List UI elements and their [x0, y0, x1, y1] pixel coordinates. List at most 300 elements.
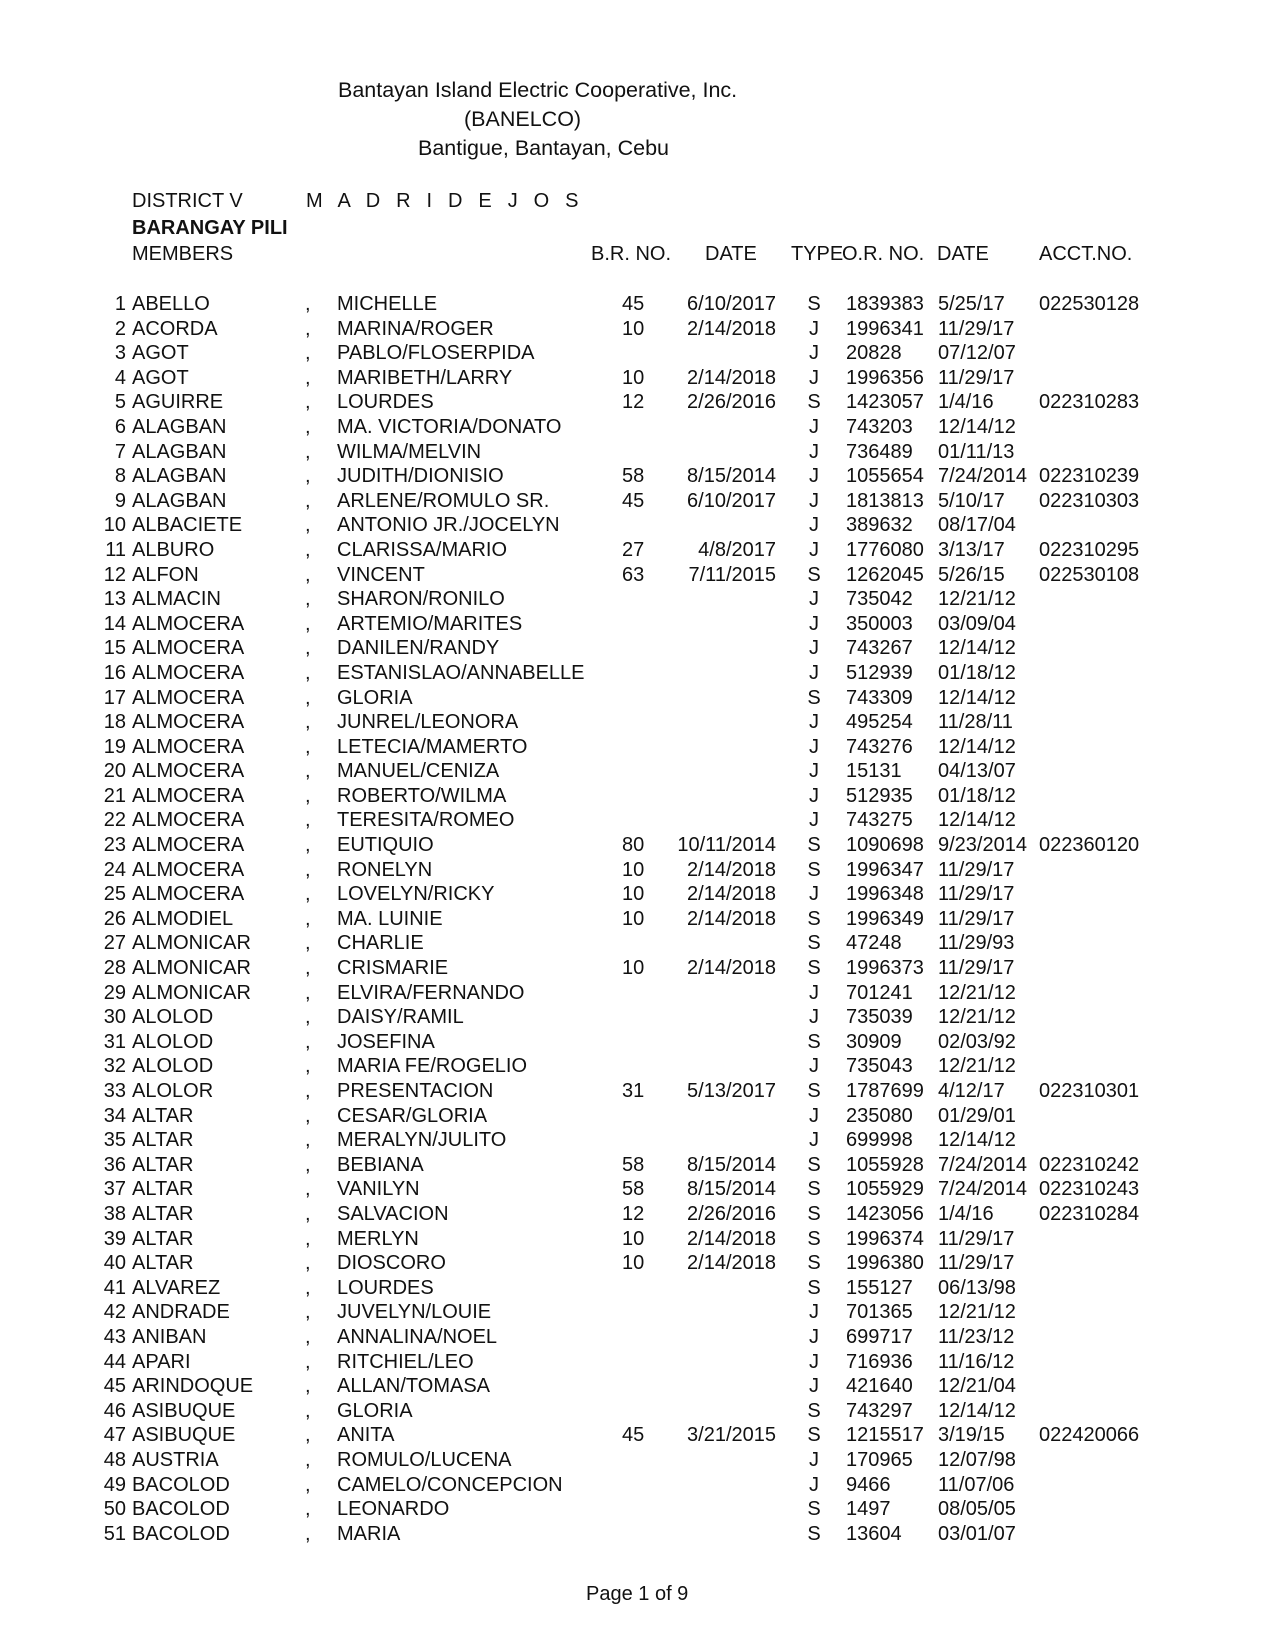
or-no: 512939 [846, 661, 913, 684]
acct-no: 022310301 [1039, 1080, 1140, 1102]
or-no: 1787699 [846, 1080, 924, 1102]
or-date: 12/14/12 [938, 686, 1016, 709]
last-name: ALAGBAN [132, 440, 227, 463]
row-number: 51 [103, 1522, 126, 1545]
last-name: ALMOCERA [132, 858, 245, 881]
last-name: ALVAREZ [132, 1276, 221, 1299]
acct-no: 022530128 [1039, 293, 1140, 315]
or-date: 11/29/93 [938, 932, 1015, 955]
table-row [0, 907, 1275, 932]
name-separator: , [305, 391, 311, 414]
name-separator: , [305, 1448, 311, 1471]
name-separator: , [305, 883, 311, 906]
last-name: ALMOCERA [132, 637, 245, 660]
table-row [0, 882, 1275, 907]
or-date: 01/29/01 [938, 1104, 1016, 1127]
or-date: 01/18/12 [938, 661, 1016, 684]
name-separator: , [305, 1522, 311, 1545]
row-number: 30 [103, 1006, 126, 1029]
name-separator: , [305, 809, 311, 832]
first-name: JUNREL/LEONORA [337, 711, 519, 734]
member-type: J [809, 784, 819, 807]
or-no: 1423057 [846, 391, 924, 414]
last-name: ANDRADE [132, 1301, 230, 1324]
first-name: CLARISSA/MARIO [337, 538, 508, 561]
member-type: J [809, 489, 819, 512]
name-separator: , [305, 858, 311, 881]
br-no: 58 [622, 465, 645, 488]
row-number: 28 [103, 957, 126, 980]
first-name: MARIA [337, 1522, 401, 1545]
or-no: 1996373 [846, 957, 924, 980]
or-date: 11/29/17 [938, 1252, 1015, 1275]
member-type: J [809, 1350, 819, 1373]
br-no: 10 [622, 1252, 645, 1275]
table-row [0, 759, 1275, 784]
member-type: J [809, 1325, 819, 1348]
last-name: ALMOCERA [132, 686, 245, 709]
row-number: 43 [103, 1325, 126, 1348]
row-number: 26 [103, 907, 126, 930]
member-type: S [807, 1202, 821, 1225]
row-number: 36 [103, 1153, 126, 1176]
last-name: ALMONICAR [132, 957, 251, 980]
or-date: 3/19/15 [938, 1424, 1005, 1447]
br-date: 10/11/2014 [677, 834, 776, 857]
or-date: 9/23/2014 [938, 834, 1027, 857]
or-date: 06/13/98 [938, 1276, 1016, 1299]
last-name: AGOT [132, 342, 189, 365]
br-date: 2/14/2018 [687, 957, 776, 980]
member-type: S [807, 1252, 821, 1275]
or-no: 47248 [846, 932, 902, 955]
or-no: 389632 [846, 514, 913, 537]
or-no: 1497 [846, 1498, 891, 1521]
table-row [0, 1128, 1275, 1153]
name-separator: , [305, 342, 311, 365]
or-no: 735042 [846, 588, 913, 611]
member-type: J [809, 1375, 819, 1398]
name-separator: , [305, 1080, 311, 1102]
row-number: 7 [114, 440, 126, 463]
last-name: BACOLOD [132, 1498, 230, 1521]
first-name: BEBIANA [337, 1153, 424, 1176]
first-name: DIOSCORO [337, 1252, 446, 1275]
or-no: 1090698 [846, 834, 924, 857]
member-type: S [807, 391, 821, 414]
or-no: 1055929 [846, 1178, 924, 1201]
table-row [0, 1276, 1275, 1301]
br-date: 8/15/2014 [687, 1153, 776, 1176]
member-type: J [809, 1301, 819, 1324]
row-number: 22 [103, 809, 126, 832]
name-separator: , [305, 588, 311, 611]
row-number: 3 [114, 342, 126, 365]
br-date: 2/14/2018 [687, 858, 776, 881]
first-name: ESTANISLAO/ANNABELLE [337, 661, 585, 684]
name-separator: , [305, 637, 311, 660]
table-row [0, 1153, 1275, 1178]
br-no: 10 [622, 317, 645, 340]
table-row [0, 587, 1275, 612]
table-row [0, 1300, 1275, 1325]
last-name: ASIBUQUE [132, 1399, 236, 1422]
row-number: 2 [114, 317, 126, 340]
name-separator: , [305, 465, 311, 488]
row-number: 10 [103, 514, 126, 537]
name-separator: , [305, 981, 311, 1004]
or-date: 12/14/12 [938, 415, 1016, 438]
member-type: S [807, 1424, 821, 1447]
last-name: ALAGBAN [132, 415, 227, 438]
member-type: S [807, 1276, 821, 1299]
last-name: ALMOCERA [132, 883, 245, 906]
first-name: MERLYN [337, 1227, 419, 1250]
table-row [0, 390, 1275, 415]
table-row [0, 1104, 1275, 1129]
name-separator: , [305, 686, 311, 709]
first-name: RONELYN [337, 858, 433, 881]
or-no: 1813813 [846, 489, 924, 512]
district-label: DISTRICT V [132, 190, 243, 212]
row-number: 24 [103, 858, 126, 881]
table-row [0, 317, 1275, 342]
or-no: 736489 [846, 440, 913, 463]
first-name: VINCENT [337, 563, 425, 586]
last-name: ALOLOD [132, 1055, 214, 1078]
first-name: ALLAN/TOMASA [337, 1375, 491, 1398]
or-no: 716936 [846, 1350, 913, 1373]
or-date: 11/29/17 [938, 907, 1015, 930]
town-label: M A D R I D E J O S [306, 190, 584, 212]
member-type: S [807, 858, 821, 881]
row-number: 37 [103, 1178, 126, 1201]
table-row [0, 1227, 1275, 1252]
first-name: LOVELYN/RICKY [337, 883, 495, 906]
first-name: ARLENE/ROMULO SR. [337, 489, 550, 512]
br-no: 45 [622, 1424, 645, 1447]
br-date: 6/10/2017 [687, 489, 776, 512]
acct-no: 022310243 [1039, 1178, 1140, 1201]
or-date: 11/29/17 [938, 858, 1015, 881]
last-name: BACOLOD [132, 1522, 230, 1545]
acct-no: 022310283 [1039, 391, 1140, 414]
member-type: S [807, 907, 821, 930]
or-date: 12/21/04 [938, 1375, 1016, 1398]
or-date: 12/21/12 [938, 1301, 1016, 1324]
acct-no: 022310303 [1039, 489, 1140, 512]
br-date: 5/13/2017 [687, 1080, 776, 1102]
member-type: S [807, 957, 821, 980]
table-row [0, 1251, 1275, 1276]
or-no: 170965 [846, 1448, 913, 1471]
br-no: 12 [622, 391, 645, 414]
cooperative-name: Bantayan Island Electric Cooperative, Inc. [338, 78, 738, 102]
row-number: 33 [103, 1080, 126, 1102]
first-name: MARIBETH/LARRY [337, 366, 513, 389]
last-name: ALMOCERA [132, 760, 245, 783]
name-separator: , [305, 1153, 311, 1176]
row-number: 15 [103, 637, 126, 660]
br-no: 27 [622, 538, 645, 561]
member-list [0, 292, 1275, 1546]
first-name: MA. LUINIE [337, 907, 443, 930]
last-name: ALMOCERA [132, 784, 245, 807]
name-separator: , [305, 1399, 311, 1422]
last-name: BACOLOD [132, 1473, 230, 1496]
table-row [0, 1350, 1275, 1375]
member-type: J [809, 366, 819, 389]
member-type: J [809, 809, 819, 832]
or-no: 743297 [846, 1399, 913, 1422]
br-no-column-header: B.R. NO. [591, 243, 672, 265]
last-name: APARI [132, 1350, 191, 1373]
row-number: 32 [103, 1055, 126, 1078]
last-name: ARINDOQUE [132, 1375, 254, 1398]
or-no: 701241 [846, 981, 913, 1004]
row-number: 38 [103, 1202, 126, 1225]
br-date: 2/14/2018 [687, 907, 776, 930]
member-type: J [809, 883, 819, 906]
first-name: SALVACION [337, 1202, 449, 1225]
name-separator: , [305, 1301, 311, 1324]
name-separator: , [305, 612, 311, 635]
last-name: ALFON [132, 563, 199, 586]
table-row [0, 563, 1275, 588]
last-name: ALTAR [132, 1153, 194, 1176]
name-separator: , [305, 1498, 311, 1521]
table-row [0, 858, 1275, 883]
or-date: 12/21/12 [938, 1006, 1016, 1029]
br-date: 2/26/2016 [687, 391, 776, 414]
or-date: 02/03/92 [938, 1030, 1016, 1053]
table-row [0, 661, 1275, 686]
row-number: 4 [114, 366, 126, 389]
or-no: 421640 [846, 1375, 913, 1398]
member-type: S [807, 1030, 821, 1053]
row-number: 18 [103, 711, 126, 734]
row-number: 48 [103, 1448, 126, 1471]
member-type: S [807, 1399, 821, 1422]
br-no: 63 [622, 563, 645, 586]
first-name: DAISY/RAMIL [337, 1006, 464, 1029]
or-date: 01/18/12 [938, 784, 1016, 807]
row-number: 25 [103, 883, 126, 906]
member-type: J [809, 514, 819, 537]
cooperative-acronym: (BANELCO) [464, 107, 582, 131]
row-number: 42 [103, 1301, 126, 1324]
table-row [0, 1399, 1275, 1424]
or-no: 1055654 [846, 465, 924, 488]
table-row [0, 956, 1275, 981]
member-type: S [807, 293, 821, 315]
br-date: 7/11/2015 [688, 563, 776, 586]
last-name: ACORDA [132, 317, 218, 340]
row-number: 14 [103, 612, 126, 635]
or-no: 743203 [846, 415, 913, 438]
table-row [0, 931, 1275, 956]
br-no: 80 [622, 834, 645, 857]
first-name: LEONARDO [337, 1498, 450, 1521]
or-date: 11/07/06 [938, 1473, 1015, 1496]
or-date: 11/29/17 [938, 366, 1015, 389]
or-no: 743276 [846, 735, 913, 758]
last-name: ALMOCERA [132, 661, 245, 684]
name-separator: , [305, 1375, 311, 1398]
or-date: 03/01/07 [938, 1522, 1016, 1545]
row-number: 6 [114, 415, 126, 438]
or-date: 12/14/12 [938, 809, 1016, 832]
row-number: 20 [103, 760, 126, 783]
member-type: J [809, 612, 819, 635]
row-number: 39 [103, 1227, 126, 1250]
or-date: 5/25/17 [938, 293, 1005, 315]
member-type: J [809, 637, 819, 660]
member-type: S [807, 1080, 821, 1102]
last-name: ALAGBAN [132, 489, 227, 512]
members-column-header: MEMBERS [132, 243, 234, 265]
name-separator: , [305, 1030, 311, 1053]
or-no: 743309 [846, 686, 913, 709]
or-no: 495254 [846, 711, 913, 734]
or-no: 15131 [846, 760, 902, 783]
br-no: 10 [622, 1227, 645, 1250]
last-name: ALMACIN [132, 588, 221, 611]
member-type: S [807, 686, 821, 709]
row-number: 9 [114, 489, 126, 512]
or-no: 512935 [846, 784, 913, 807]
name-separator: , [305, 1129, 311, 1152]
first-name: CRISMARIE [337, 957, 449, 980]
last-name: AUSTRIA [132, 1448, 219, 1471]
last-name: ALOLOD [132, 1030, 214, 1053]
first-name: ANNALINA/NOEL [337, 1325, 498, 1348]
or-no: 1423056 [846, 1202, 924, 1225]
name-separator: , [305, 932, 311, 955]
first-name: WILMA/MELVIN [337, 440, 482, 463]
name-separator: , [305, 1202, 311, 1225]
cooperative-address: Bantigue, Bantayan, Cebu [418, 136, 670, 160]
or-no: 235080 [846, 1104, 913, 1127]
row-number: 47 [103, 1424, 126, 1447]
or-date: 7/24/2014 [938, 1178, 1027, 1201]
page-number: Page 1 of 9 [586, 1583, 689, 1605]
first-name: MERALYN/JULITO [337, 1129, 507, 1152]
table-row [0, 686, 1275, 711]
or-date: 11/28/11 [938, 711, 1013, 734]
member-type: J [809, 661, 819, 684]
br-no: 58 [622, 1178, 645, 1201]
acct-no: 022310284 [1039, 1202, 1140, 1225]
member-type: J [809, 1055, 819, 1078]
last-name: ALTAR [132, 1104, 194, 1127]
br-date: 3/21/2015 [687, 1424, 776, 1447]
name-separator: , [305, 317, 311, 340]
first-name: TERESITA/ROMEO [337, 809, 515, 832]
or-no: 9466 [846, 1473, 891, 1496]
table-row [0, 292, 1275, 317]
acct-no: 022530108 [1039, 563, 1140, 586]
first-name: ARTEMIO/MARITES [337, 612, 523, 635]
member-type: S [807, 932, 821, 955]
table-row [0, 636, 1275, 661]
member-type: J [809, 588, 819, 611]
br-no: 58 [622, 1153, 645, 1176]
first-name: MANUEL/CENIZA [337, 760, 500, 783]
or-date: 08/05/05 [938, 1498, 1016, 1521]
table-row [0, 1473, 1275, 1498]
or-date: 03/09/04 [938, 612, 1016, 635]
or-date: 3/13/17 [938, 538, 1005, 561]
row-number: 11 [105, 538, 126, 561]
br-no: 10 [622, 366, 645, 389]
table-row [0, 784, 1275, 809]
table-row [0, 1177, 1275, 1202]
row-number: 50 [103, 1498, 126, 1521]
or-date: 11/29/17 [938, 317, 1015, 340]
or-date: 7/24/2014 [938, 465, 1027, 488]
last-name: ALMOCERA [132, 834, 245, 857]
name-separator: , [305, 1227, 311, 1250]
table-row [0, 1079, 1275, 1104]
table-row [0, 1374, 1275, 1399]
or-date: 5/10/17 [938, 489, 1005, 512]
last-name: ANIBAN [132, 1325, 207, 1348]
row-number: 21 [103, 784, 126, 807]
first-name: ELVIRA/FERNANDO [337, 981, 525, 1004]
row-number: 5 [114, 391, 126, 414]
name-separator: , [305, 293, 311, 315]
row-number: 46 [103, 1399, 126, 1422]
first-name: EUTIQUIO [337, 834, 434, 857]
first-name: RITCHIEL/LEO [337, 1350, 474, 1373]
member-type: S [807, 1498, 821, 1521]
br-no: 45 [622, 293, 645, 315]
row-number: 27 [103, 932, 126, 955]
or-no: 20828 [846, 342, 902, 365]
table-row [0, 1423, 1275, 1448]
or-date: 04/13/07 [938, 760, 1016, 783]
first-name: GLORIA [337, 686, 413, 709]
or-date: 7/24/2014 [938, 1153, 1027, 1176]
table-row [0, 1202, 1275, 1227]
member-type: J [809, 711, 819, 734]
row-number: 35 [103, 1129, 126, 1152]
row-number: 41 [103, 1276, 126, 1299]
table-row [0, 1497, 1275, 1522]
last-name: ALOLOR [132, 1080, 214, 1102]
or-no: 1996374 [846, 1227, 924, 1250]
last-name: ALTAR [132, 1178, 194, 1201]
or-no: 1996380 [846, 1252, 924, 1275]
name-separator: , [305, 1276, 311, 1299]
table-row [0, 612, 1275, 637]
table-row [0, 1325, 1275, 1350]
first-name: MA. VICTORIA/DONATO [337, 415, 562, 438]
first-name: ROBERTO/WILMA [337, 784, 507, 807]
first-name: JOSEFINA [337, 1030, 435, 1053]
br-date: 2/14/2018 [687, 1252, 776, 1275]
or-date: 11/16/12 [938, 1350, 1015, 1373]
first-name: VANILYN [337, 1178, 420, 1201]
or-no: 155127 [846, 1276, 913, 1299]
or-date: 07/12/07 [938, 342, 1016, 365]
last-name: ASIBUQUE [132, 1424, 236, 1447]
row-number: 23 [103, 834, 126, 857]
member-type: S [807, 1178, 821, 1201]
member-type: J [809, 1473, 819, 1496]
member-type: J [809, 1448, 819, 1471]
